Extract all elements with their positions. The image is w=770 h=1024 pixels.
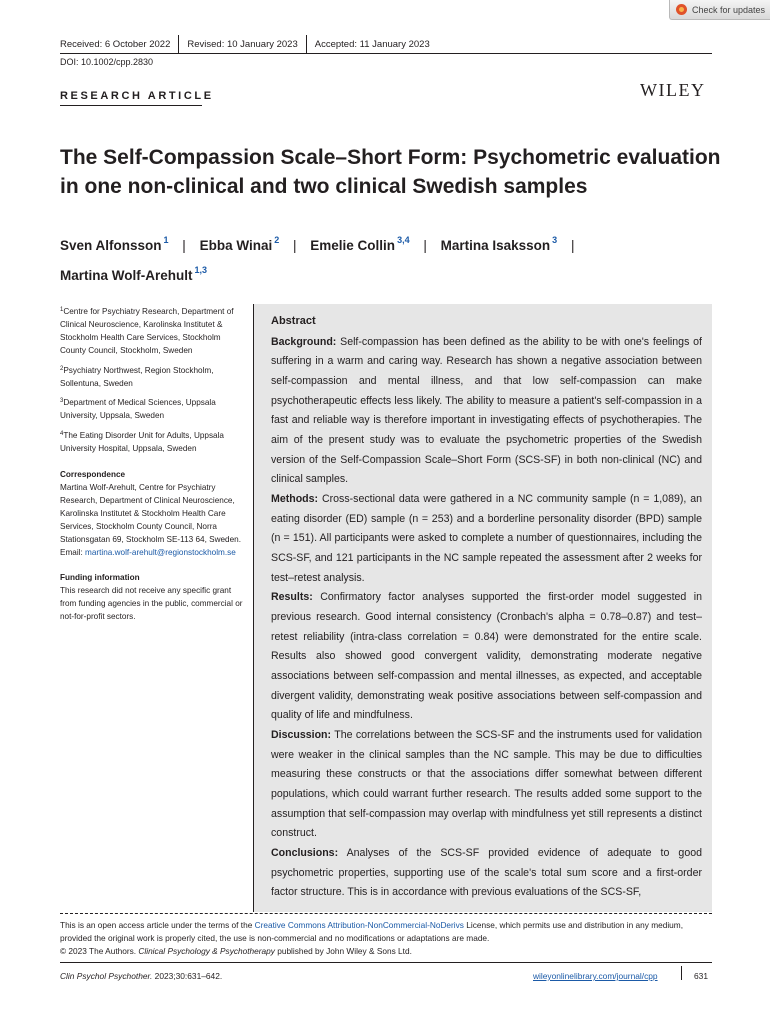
article-title: The Self-Compassion Scale–Short Form: Psychometric evaluation in one non-clinical and two clinical Swedish samples xyxy=(60,146,721,198)
doi: DOI: 10.1002/cpp.2830 xyxy=(60,57,154,67)
article-type-underline xyxy=(60,105,202,106)
check-for-updates-button[interactable] xyxy=(669,0,770,20)
abstract-rule xyxy=(253,304,254,912)
license-rule xyxy=(60,913,712,914)
affiliation-ref[interactable]: 2 xyxy=(274,235,280,245)
header-rule xyxy=(60,53,712,54)
author-name: Ebba Winai xyxy=(199,238,273,253)
abstract xyxy=(271,312,702,903)
journal-url-link[interactable]: wileyonlinelibrary.com/journal/cpp xyxy=(533,971,658,981)
affiliation: $^3$Department of Medical Sciences, Uppsala University, Uppsala, Sweden xyxy=(60,398,216,421)
license-link[interactable]: Creative Commons Attribution-NonCommercial-NoDerivs xyxy=(254,920,464,930)
author-name: Martina Wolf-Arehult xyxy=(60,268,193,283)
journal-citation: Clin Psychol Psychother. 2023;30:631–642. xyxy=(60,971,223,981)
copyright: © 2023 The Authors. Clinical Psychology & Psychotherapy published by John Wiley & Sons Ltd. xyxy=(60,945,412,956)
affiliation: $^2$Psychiatry Northwest, Region Stockholm, Sollentuna, Sweden xyxy=(60,365,214,388)
author-separator: | xyxy=(182,238,186,253)
date-divider xyxy=(306,35,307,53)
affiliation-ref[interactable]: 3,4 xyxy=(397,235,410,245)
funding-text: This research did not receive any specific grant from funding agencies in the public, commercial or not-for-profit sectors. xyxy=(60,586,243,622)
affiliation-ref[interactable]: 1,3 xyxy=(194,265,208,275)
received-date: Received: 6 October 2022 xyxy=(60,39,171,50)
footer-rule xyxy=(60,962,712,963)
affiliation: $^4$The Eating Disorder Unit for Adults, Uppsala University Hospital, Uppsala, Sweden xyxy=(60,431,224,454)
author-separator: | xyxy=(423,238,427,253)
abstract-heading: Abstract xyxy=(271,315,316,327)
funding-heading: Funding information xyxy=(60,573,140,583)
author-name: Sven Alfonsson xyxy=(60,238,162,253)
correspondence-text: Martina Wolf-Arehult, Centre for Psychiatry Research, Department of Clinical Neuroscience, Karolinska Institutet & Stockholm Health Care Services, Stockholm County Council, Norra Stationsgatan 69, Stockholm SE-113 64, Sweden. Email: martina.wolf-arehult@regionstockholm.se xyxy=(60,482,241,557)
email-link[interactable]: martina.wolf-arehult@regionstockholm.se xyxy=(85,547,236,557)
affiliation: $^1$Centre for Psychiatry Research, Department of Clinical Neuroscience, Karolinska Institutet & Stockholm Health Care Services, Stockholm County Council, Stockholm, Sweden xyxy=(60,307,234,355)
article-type: RESEARCH ARTICLE xyxy=(60,90,214,102)
author-list xyxy=(60,228,720,288)
publisher-logo: WILEY xyxy=(640,80,706,100)
history-dates xyxy=(60,35,712,53)
license-notice: This is an open access article under the terms of the Creative Commons Attribution-NonCommercial-NoDerivs License, which permits use and distribution in any medium, provided the original work is properly cited, the use is non-commercial and no modifications or adaptations are made. © 2023 The Authors. Clinical Psychology & Psychotherapy published by John Wiley & Sons Ltd. xyxy=(60,920,684,956)
date-divider xyxy=(178,35,179,53)
revised-date: Revised: 10 January 2023 xyxy=(187,39,298,50)
update-badge-icon xyxy=(676,4,687,15)
abstract-methods-section: Methods: Cross-sectional data were gathered in a NC community sample (n = 1,089), an eating disorder (ED) sample (n = 253) and a borderline personality disorder (BPD) sample (n = 151). All participants were asked to complete a number of questionnaires, including the SCS-SF, and 121 participants in the NC sample repeated the assessment after 2 weeks for test–retest analysis. xyxy=(271,493,702,584)
affiliation-ref[interactable]: 3 xyxy=(552,235,558,245)
author-name: Emelie Collin xyxy=(310,238,396,253)
page-divider xyxy=(681,966,682,980)
sidebar-metadata xyxy=(60,304,245,624)
abstract-results-section: Results: Confirmatory factor analyses supported the first-order model suggested in previous research. Good internal consistency (Cronbach's alpha = 0.78–0.87) and test–retest reliability (intra-class correlation = 0.84) were demonstrated for the entire scale. Results also showed good convergent validity, demonstrating moderate negative associations between self-compassion and mental illnesses, as expected, and acceptable divergent validity, demonstrating weak positive associations between self-compassion and quality of life and mindfulness. xyxy=(271,591,702,722)
accepted-date: Accepted: 11 January 2023 xyxy=(314,39,430,50)
page-number: 631 xyxy=(694,971,708,981)
abstract-conclusions-section: Conclusions: Analyses of the SCS-SF provided evidence of adequate to good psychometric properties, supporting use of the scale's total sum score and a first-order factor structure. This is in accordance with previous evaluations of the SCS-SF, xyxy=(271,847,702,899)
affiliation-ref[interactable]: 1 xyxy=(163,235,169,245)
author-separator: | xyxy=(293,238,297,253)
author-name: Martina Isaksson xyxy=(440,238,551,253)
correspondence-heading: Correspondence xyxy=(60,470,126,480)
check-for-updates-label: Check for updates xyxy=(692,4,766,15)
email-label: Email: xyxy=(60,547,83,557)
author-separator: | xyxy=(570,238,575,253)
abstract-discussion-section: Discussion: The correlations between the SCS-SF and the instruments used for validation were weaker in the clinical samples than the NC sample. This may be due to difficulties measuring these constructs or that the associations differ somewhat between different populations, which could warrant further research. The results added some support to the assumption that self-compassion may overlap with mindfulness yet still represents a distinct construct. xyxy=(271,729,702,840)
abstract-background-section: Background: Self-compassion has been defined as the ability to be with one's feelings of suffering in a warm and caring way. Research has shown a negative association between self-compassion and mental illness, and that low self-compassion can make psychotherapeutic effects less likely. The ability to measure a patient's self-compassion in a fast and reliable way is therefore important in investigating effects of psychotherapies. The aim of the present study was to evaluate the psychometric properties of the Swedish version of the Self-Compassion Scale–Short Form (SCS-SF) in both non-clinical (NC) and clinical samples. xyxy=(271,335,702,486)
